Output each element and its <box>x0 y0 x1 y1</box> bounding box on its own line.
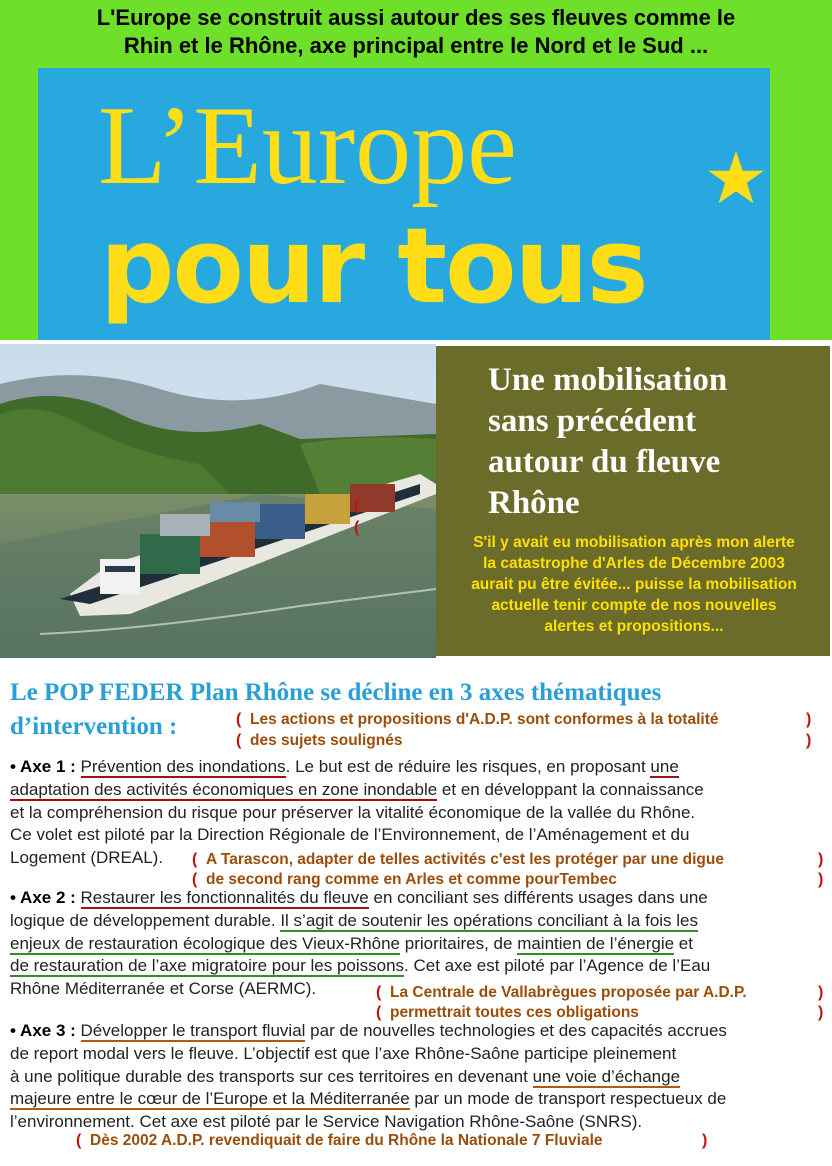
axe-3-label: • Axe 3 : <box>10 1021 76 1040</box>
paren-mark: ( <box>236 732 242 749</box>
panel-title-line: sans précédent <box>488 403 697 439</box>
axe-3-underlined-text: une voie d’échange <box>532 1066 681 1086</box>
section-note-line-2: des sujets soulignés <box>250 732 403 749</box>
headline <box>0 4 832 60</box>
headline-line-1: L'Europe se construit aussi autour des ses fleuves comme le <box>96 5 736 30</box>
paren-mark: ) <box>818 1004 824 1021</box>
axe-2-note-line-2: permettrait toutes ces obligations <box>390 1004 639 1021</box>
banner-line-1: L’Europe <box>98 84 517 208</box>
panel-title <box>488 360 818 524</box>
axe-2-text: et <box>674 933 693 953</box>
panel-note-line: aurait pu être évitée... puisse la mobilisation <box>471 576 797 593</box>
axe-2-text: Rhône Méditerranée et Corse (AERMC). <box>10 979 317 999</box>
axe-1-note-line-2: de second rang comme en Arles et comme pourTembec <box>206 871 617 888</box>
axe-1-underlined-text: adaptation des activités économiques en zone inondable <box>10 779 438 799</box>
banner-line-2: pour tous <box>100 205 647 327</box>
axe-2-underlined-text: enjeux de restauration écologique des Vieux-Rhône <box>10 933 401 953</box>
axe-1-underlined-title: Prévention des inondations <box>80 757 286 776</box>
axe-3-text: à une politique durable des transports sur ces territoires en devenant <box>10 1066 533 1086</box>
axe-2-underlined-text: de restauration de l’axe migratoire pour les poissons <box>10 956 405 976</box>
axe-2-text: en conciliant ses différents usages dans une <box>368 888 708 907</box>
panel-note-line: la catastrophe d'Arles de Décembre 2003 <box>483 555 785 572</box>
axe-1-text: et en développant la connaissance <box>437 779 704 799</box>
axe-1-text: . Le but est de réduire les risques, en proposant <box>285 757 646 776</box>
paren-mark: ( <box>354 497 360 514</box>
paren-mark: ( <box>354 519 360 536</box>
paren-mark: ( <box>236 711 242 728</box>
axe-2-note-line-1: La Centrale de Vallabrègues proposée par A.D.P. <box>390 984 747 1001</box>
axe-3-text: de report modal vers le fleuve. L’objectif est que l’axe Rhône-Saône participe pleinement <box>10 1043 677 1063</box>
section-note-line-1: Les actions et propositions d'A.D.P. sont conformes à la totalité <box>250 711 719 728</box>
axe-1-underlined-text: une <box>650 757 679 776</box>
paren-mark: ) <box>818 871 824 888</box>
axe-2-text: prioritaires, de <box>400 933 518 953</box>
panel-title-line: Rhône <box>488 485 580 521</box>
paren-mark: ( <box>376 984 382 1001</box>
axe-2-text: logique de développement durable. <box>10 910 276 930</box>
mobilisation-panel <box>436 346 830 656</box>
panel-alert-note <box>442 532 826 637</box>
axe-3-note: Dès 2002 A.D.P. revendiquait de faire du Rhône la Nationale 7 Fluviale <box>90 1132 603 1149</box>
axe-2-underlined-title: Restaurer les fonctionnalités du fleuve <box>80 888 369 907</box>
axe-3-text: par un mode de transport respectueux de <box>409 1089 727 1109</box>
paren-mark: ( <box>76 1132 82 1149</box>
axe-2-text: . Cet axe est piloté par l’Agence de l’Eau <box>404 956 711 976</box>
section-title-line-1: Le POP FEDER Plan Rhône se décline en 3 axes thématiques <box>10 679 662 706</box>
headline-line-2: Rhin et le Rhône, axe principal entre le Nord et le Sud ... <box>123 33 709 58</box>
paren-mark: ) <box>702 1132 708 1149</box>
panel-note-line: S'il y avait eu mobilisation après mon alerte <box>473 534 795 551</box>
axe-3-underlined-text: majeure entre le cœur de l’Europe et la Méditerranée <box>10 1089 410 1109</box>
axe-1-label: • Axe 1 : <box>10 757 76 776</box>
axe-1-text: Logement (DREAL). <box>10 848 164 868</box>
star-icon <box>706 148 766 208</box>
axe-1-text: et la compréhension du risque pour préserver la vitalité économique de la vallée du Rhône. <box>10 802 696 822</box>
axe-2-underlined-text: maintien de l’énergie <box>517 933 675 953</box>
axe-2-label: • Axe 2 : <box>10 888 76 907</box>
river-barge-photo <box>0 344 436 658</box>
axe-3-text: par de nouvelles technologies et des capacités accrues <box>305 1021 727 1040</box>
axe-3-underlined-title: Développer le transport fluvial <box>80 1021 306 1040</box>
axe-3-text: l’environnement. Cet axe est piloté par le Service Navigation Rhône-Saône (SNRS). <box>10 1112 643 1132</box>
panel-title-line: autour du fleuve <box>488 444 721 480</box>
top-banner-area <box>0 0 832 340</box>
paren-mark: ) <box>818 851 824 868</box>
section-title-line-2: d’intervention : <box>10 713 178 740</box>
axe-1-note-line-1: A Tarascon, adapter de telles activités c'est les protéger par une digue <box>206 851 724 868</box>
paren-mark: ( <box>192 851 198 868</box>
paren-mark: ) <box>806 732 812 749</box>
paren-mark: ( <box>376 1004 382 1021</box>
axe-3-paragraph <box>10 1020 828 1134</box>
paren-mark: ) <box>806 711 812 728</box>
europe-pour-tous-banner <box>38 68 770 340</box>
panel-note-line: alertes et propositions... <box>544 618 724 635</box>
axe-2-underlined-text: Il s’agit de soutenir les opérations conciliant à la fois les <box>280 910 698 930</box>
panel-note-line: actuelle tenir compte de nos nouvelles <box>491 597 777 614</box>
paren-mark: ) <box>818 984 824 1001</box>
paren-mark: ( <box>192 871 198 888</box>
axe-1-text: Ce volet est piloté par la Direction Régionale de l’Environnement, de l’Aménagement et du <box>10 825 690 845</box>
panel-title-line: Une mobilisation <box>488 362 728 398</box>
